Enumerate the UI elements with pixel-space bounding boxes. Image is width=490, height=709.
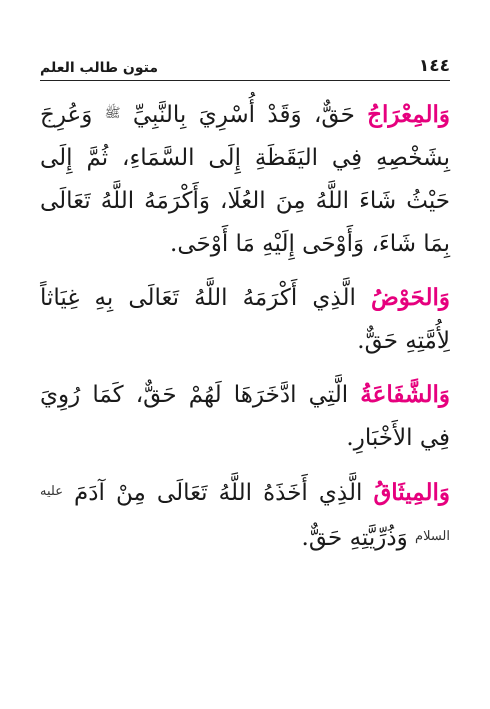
keyword-mithaq: وَالمِيثَاقُ xyxy=(373,479,450,506)
page-body xyxy=(40,92,450,570)
page-number: ١٤٤ xyxy=(418,56,450,76)
paragraph-shafaa xyxy=(40,373,450,460)
header-divider xyxy=(40,80,450,81)
paragraph-text-rest: وَذُرِّيَّتِهِ حَقٌّ. xyxy=(301,525,416,551)
page-header xyxy=(40,50,450,76)
paragraph-mithaq xyxy=(40,470,450,560)
honorific-salutation: ﷺ xyxy=(104,106,121,121)
keyword-miraj: وَالمِعْرَاجُ xyxy=(367,101,450,128)
paragraph-text: الَّتِي ادَّخَرَهَا لَهُمْ حَقٌّ، كَمَا رُوِيَ فِي الأَخْبَارِ. xyxy=(40,382,450,451)
honorific-alayhi-salam: عليه السلام xyxy=(40,484,450,544)
paragraph-text: الَّذِي أَكْرَمَهُ اللَّهُ تَعَالَى بِهِ غِيَاثاً لِأُمَّتِهِ حَقٌّ. xyxy=(40,285,450,354)
book-title: متون طالب العلم xyxy=(40,60,159,76)
paragraph-text: حَقٌّ، وَقَدْ أُسْرِيَ بِالنَّبِيِّ xyxy=(120,102,368,128)
paragraph-text-rest: وَعُرِجَ بِشَخْصِهِ فِي اليَقَظَةِ إِلَى السَّمَاءِ، ثُمَّ إِلَى حَيْثُ شَاءَ اللَّهُ مِنَ العُلَا، وَأَكْرَمَهُ اللَّهُ تَعَالَى بِمَا شَاءَ، وَأَوْحَى إِلَيْهِ مَا أَوْحَى. xyxy=(40,102,450,257)
paragraph-text: الَّذِي أَخَذَهُ اللَّهُ تَعَالَى مِنْ آدَمَ xyxy=(62,480,374,506)
paragraph-miraj xyxy=(40,92,450,266)
keyword-hawd: وَالحَوْضُ xyxy=(370,284,450,311)
paragraph-hawd xyxy=(40,276,450,363)
keyword-shafaa: وَالشَّفَاعَةُ xyxy=(360,381,450,408)
